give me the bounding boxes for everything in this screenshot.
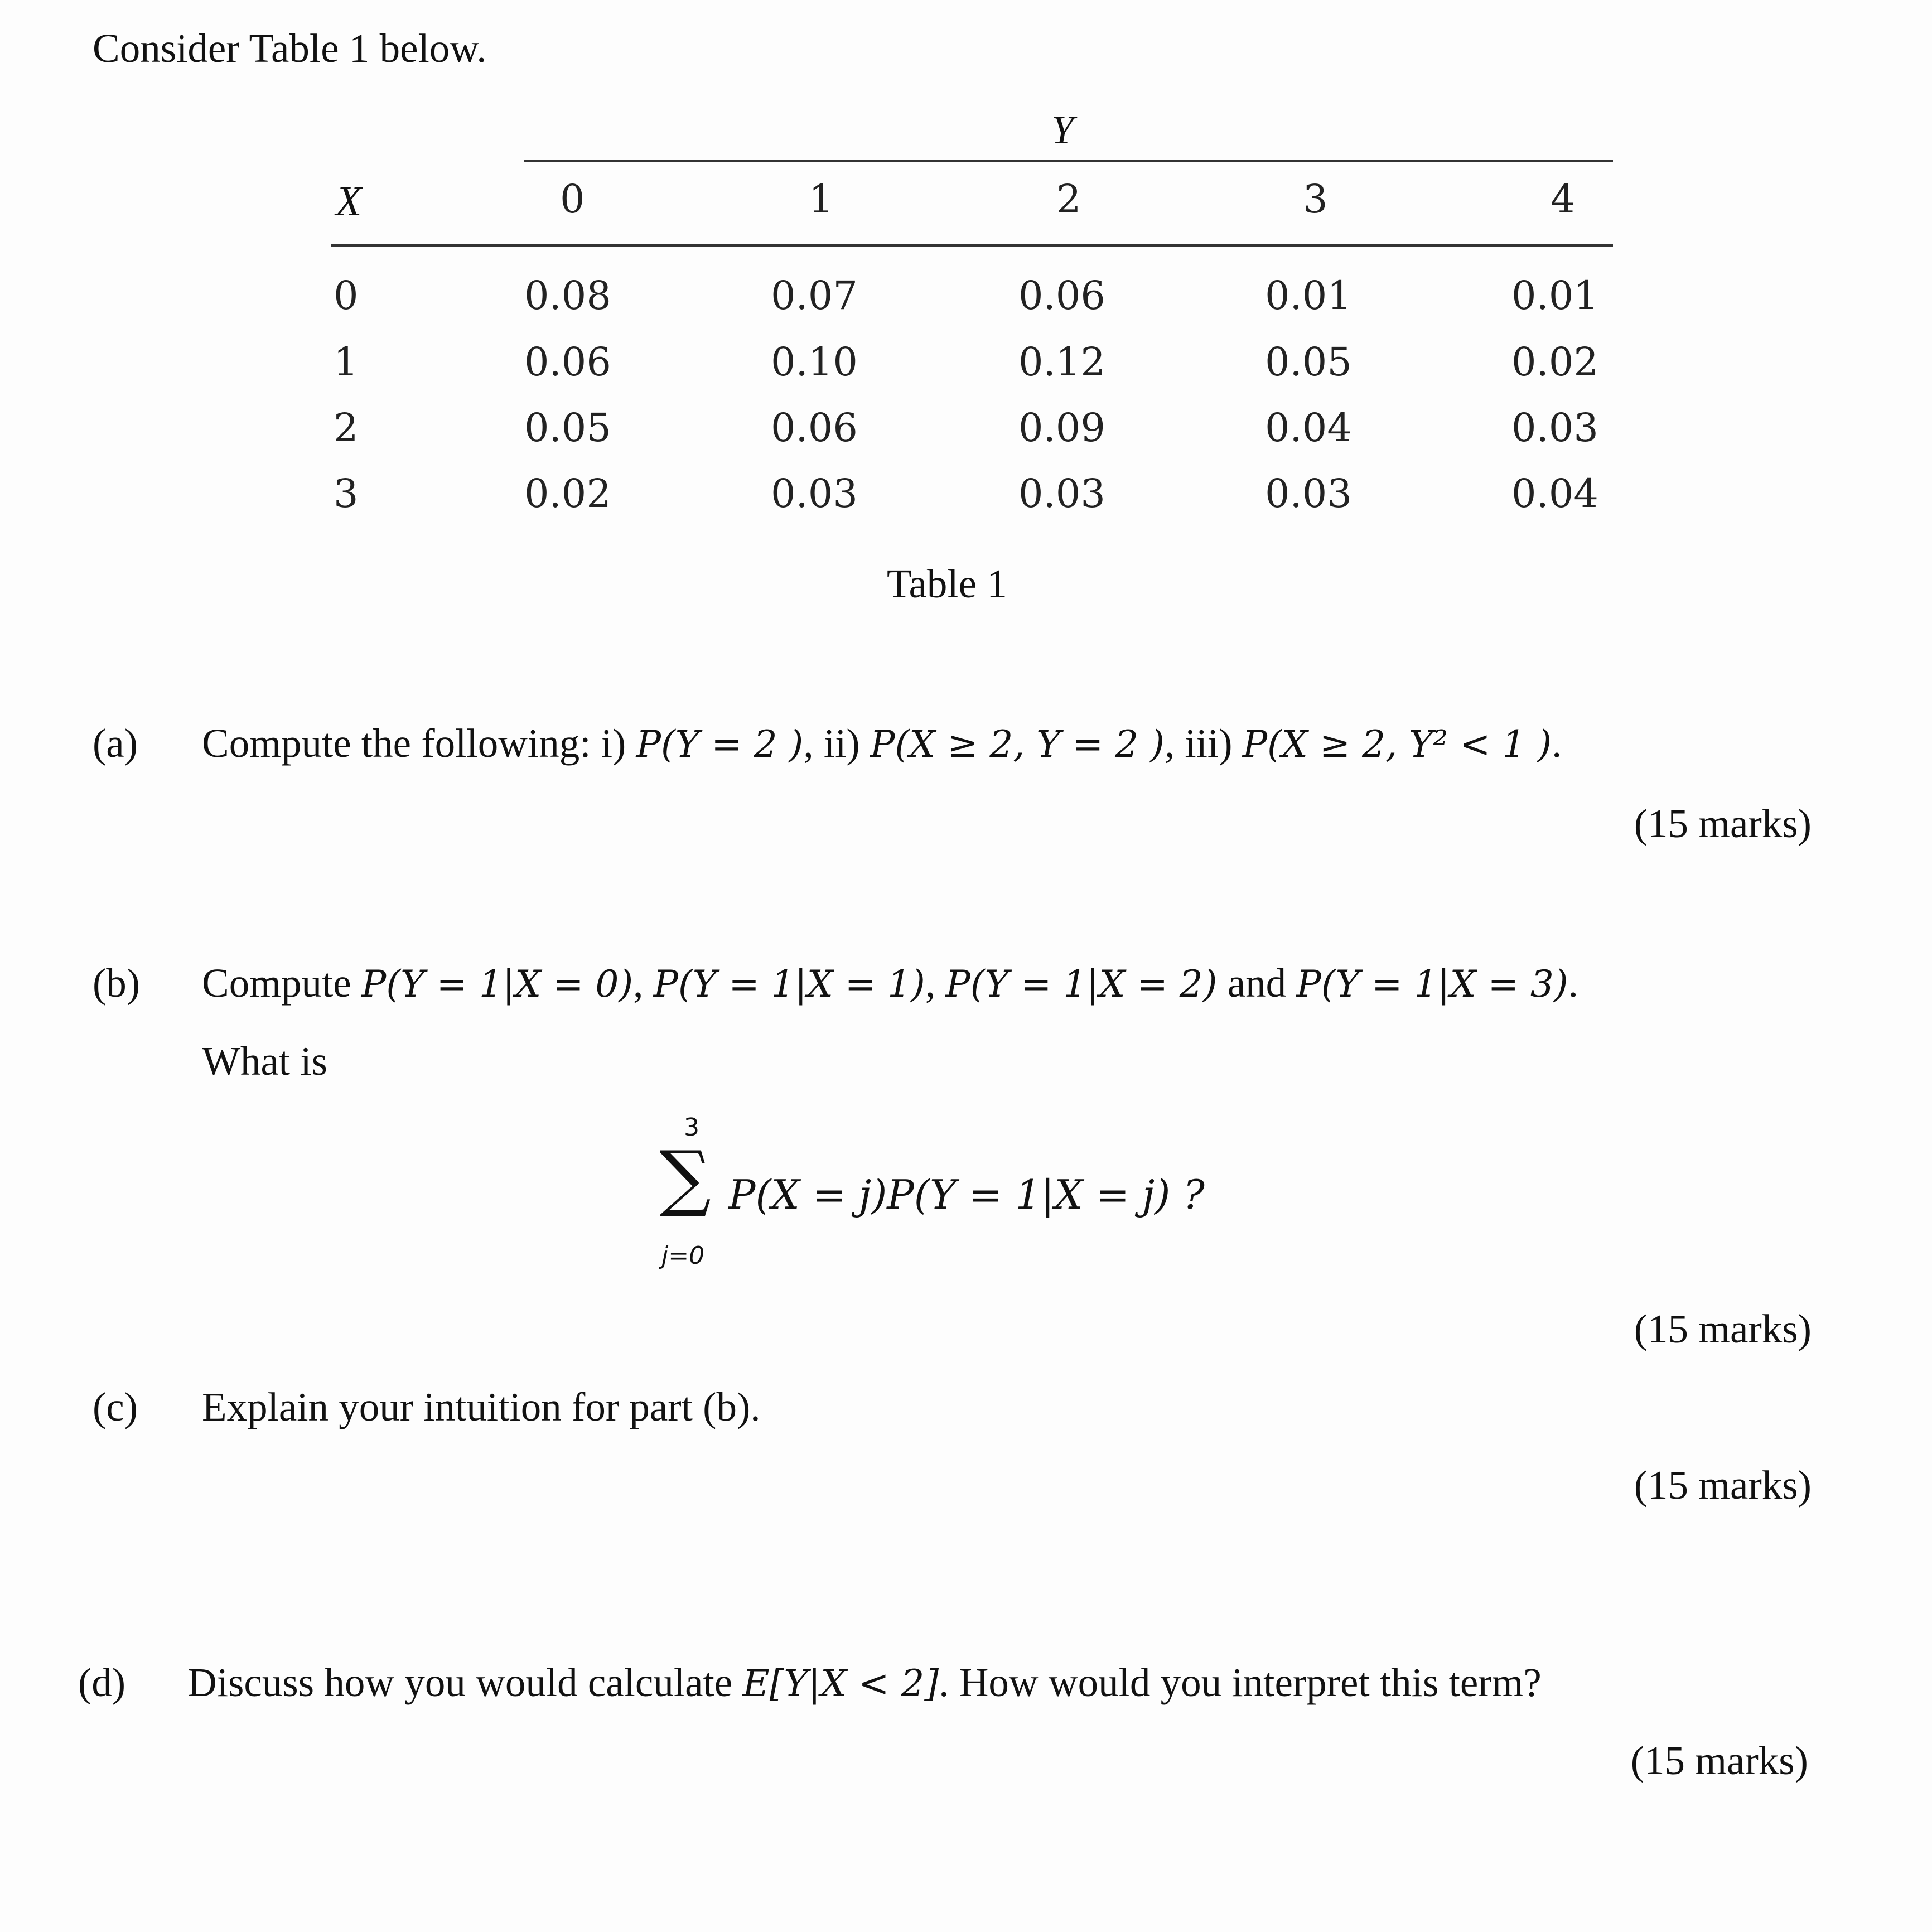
- question-text: Explain your intuition for part (b).: [202, 1384, 761, 1429]
- x-variable-header: X: [336, 178, 362, 225]
- table-header-rule: [331, 244, 1613, 247]
- table-cell: 0.05: [524, 405, 611, 451]
- table-cell: 0.04: [1511, 471, 1598, 516]
- intro-text: Consider Table 1 below.: [93, 26, 487, 71]
- table-cell: 0.03: [771, 471, 858, 516]
- text-segment: , iii): [1164, 721, 1243, 766]
- table-cell: 0.03: [1511, 405, 1598, 451]
- math-expression: P(Y = 1|X = 1): [653, 963, 925, 1006]
- math-expression: P(Y = 1|X = 0): [361, 963, 634, 1006]
- y-value-header: 1: [809, 176, 834, 222]
- text-segment: . How would you interpret this term?: [939, 1660, 1542, 1705]
- math-expression: P(X ≥ 2, Y² < 1 ): [1242, 723, 1552, 766]
- y-value-header: 2: [1056, 176, 1081, 222]
- question-text: [202, 723, 1562, 764]
- text-segment: ,: [633, 960, 654, 1006]
- sum-lower-limit: j=0: [661, 1242, 705, 1270]
- table-cell: 0.09: [1018, 405, 1105, 451]
- table-cell: 0.12: [1018, 339, 1105, 385]
- table-cell: 0.08: [524, 273, 611, 318]
- question-label: (d): [78, 1660, 126, 1705]
- text-segment: Discuss how you would calculate: [187, 1660, 743, 1705]
- y-value-header: 0: [560, 176, 585, 222]
- x-value: 2: [334, 405, 359, 451]
- table-top-rule: [524, 160, 1613, 162]
- sum-upper-limit: 3: [684, 1113, 699, 1142]
- math-expression: P(X ≥ 2, Y = 2 ): [870, 723, 1165, 766]
- text-segment: Compute the following: i): [202, 721, 636, 766]
- table-cell: 0.04: [1265, 405, 1352, 451]
- table-cell: 0.03: [1018, 471, 1105, 516]
- table-cell: 0.06: [1018, 273, 1105, 318]
- marks-label: (15 marks): [1634, 801, 1812, 846]
- text-segment: Compute: [202, 960, 361, 1006]
- question-label: (b): [93, 960, 141, 1006]
- table-cell: 0.01: [1511, 273, 1598, 318]
- question-text: [202, 960, 1578, 1006]
- math-expression: P(Y = 2 ): [636, 723, 804, 766]
- text-segment: .: [1568, 960, 1578, 1006]
- sigma-symbol: ∑: [659, 1135, 711, 1220]
- table-cell: 0.02: [1511, 339, 1598, 385]
- table-cell: 0.01: [1265, 273, 1352, 318]
- table-cell: 0.03: [1265, 471, 1352, 516]
- text-segment: , ii): [803, 721, 870, 766]
- marks-label: (15 marks): [1630, 1738, 1808, 1783]
- text-segment: .: [1552, 721, 1562, 766]
- text-segment: and: [1217, 960, 1297, 1006]
- math-expression: P(Y = 1|X = 3): [1296, 963, 1568, 1006]
- y-value-header: 4: [1551, 176, 1576, 222]
- marks-label: (15 marks): [1634, 1462, 1812, 1508]
- y-variable-header: Y: [1051, 108, 1074, 152]
- question-text: [187, 1662, 1542, 1703]
- table-cell: 0.07: [771, 273, 858, 318]
- table-caption: Table 1: [887, 561, 1007, 606]
- x-value: 1: [334, 339, 359, 385]
- question-label: (c): [93, 1384, 138, 1429]
- x-value: 0: [334, 273, 359, 318]
- text-segment: ,: [925, 960, 946, 1006]
- sum-expression: P(X = j)P(Y = 1|X = j) ?: [728, 1171, 1205, 1218]
- question-text-line2: What is: [202, 1039, 328, 1084]
- y-value-header: 3: [1303, 176, 1328, 222]
- table-cell: 0.06: [524, 339, 611, 385]
- table-cell: 0.06: [771, 405, 858, 451]
- math-expression: E[Y|X < 2]: [742, 1662, 939, 1705]
- x-value: 3: [334, 471, 359, 516]
- math-expression: P(Y = 1|X = 2): [945, 963, 1218, 1006]
- marks-label: (15 marks): [1634, 1306, 1812, 1351]
- table-cell: 0.02: [524, 471, 611, 516]
- table-cell: 0.05: [1265, 339, 1352, 385]
- question-label: (a): [93, 721, 138, 766]
- table-cell: 0.10: [771, 339, 858, 385]
